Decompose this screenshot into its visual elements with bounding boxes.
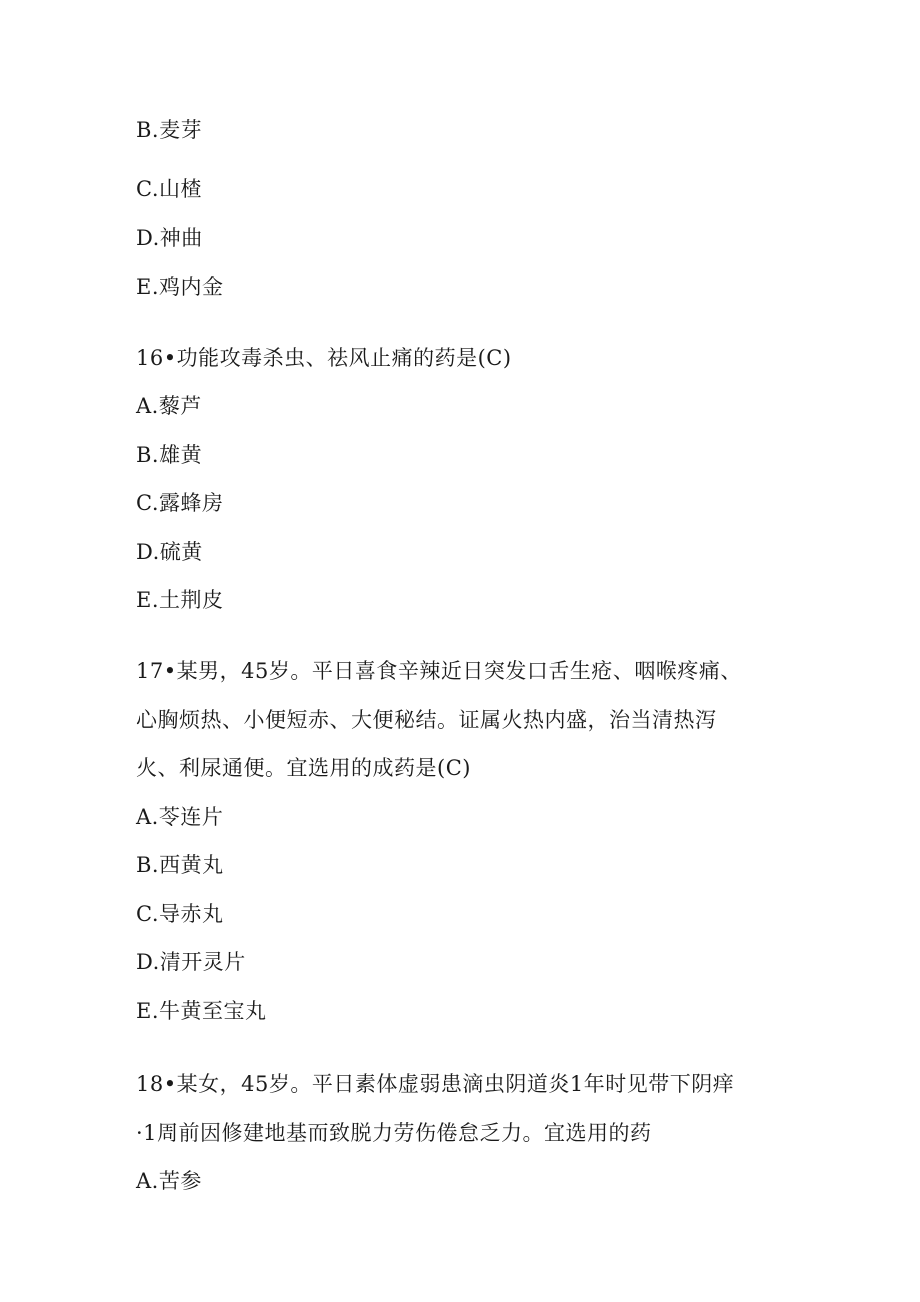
question-17-line-3: 火、利尿通便。宜选用的成药是(C) xyxy=(136,756,471,780)
option-c-q15: C.山楂 xyxy=(136,177,202,201)
question-16: 16•功能攻毒杀虫、祛风止痛的药是(C) xyxy=(136,346,512,370)
option-e-q17: E.牛黄至宝丸 xyxy=(136,999,267,1023)
option-a-q16: A.藜芦 xyxy=(136,394,202,418)
option-a-q17: A.苓连片 xyxy=(136,805,224,829)
option-d-q17: D.清开灵片 xyxy=(136,950,246,974)
question-18-line-1: 18•某女，45岁。平日素体虚弱患滴虫阴道炎1年时见带下阴痒 xyxy=(136,1072,735,1096)
option-d-q16: D.硫黄 xyxy=(136,540,203,564)
question-17-line-1: 17•某男，45岁。平日喜食辛辣近日突发口舌生疮、咽喉疼痛、 xyxy=(136,659,742,683)
option-e-q16: E.土荆皮 xyxy=(136,588,224,612)
option-a-q18: A.苦参 xyxy=(136,1169,202,1193)
option-c-q16: C.露蜂房 xyxy=(136,491,224,515)
question-17-line-2: 心胸烦热、小便短赤、大便秘结。证属火热内盛，治当清热泻 xyxy=(136,708,717,732)
option-b-q17: B.西黄丸 xyxy=(136,853,224,877)
question-18-line-2: ·1周前因修建地基而致脱力劳伤倦怠乏力。宜选用的药 xyxy=(136,1121,652,1145)
option-b-q15: B.麦芽 xyxy=(136,118,203,142)
option-e-q15: E.鸡内金 xyxy=(136,275,224,299)
option-c-q17: C.导赤丸 xyxy=(136,902,224,926)
option-d-q15: D.神曲 xyxy=(136,226,203,250)
option-b-q16: B.雄黄 xyxy=(136,443,203,467)
